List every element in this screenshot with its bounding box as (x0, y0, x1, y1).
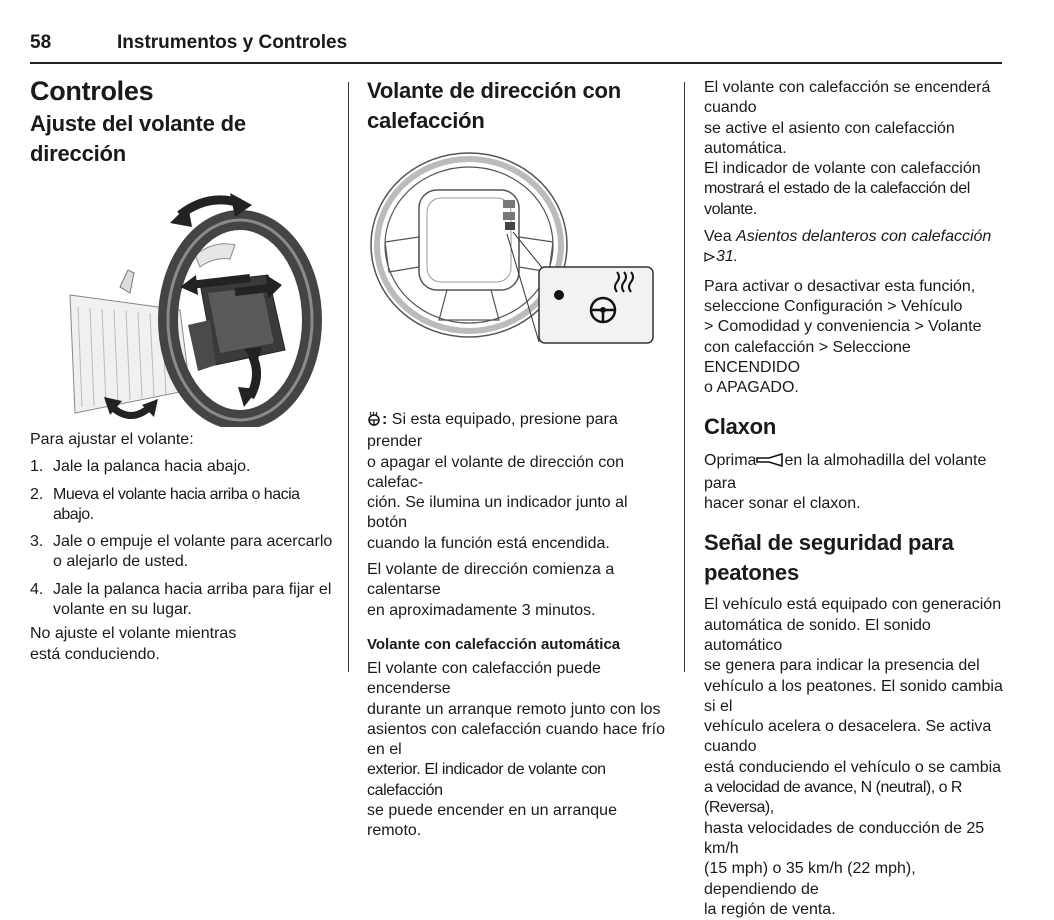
heading-volante-automatico: Volante con calefacción automática (367, 635, 621, 653)
pedestrian-safety-paragraph: El vehículo está equipado con generación automática de sonido. El sonido automático se genera para indicar la presencia del vehículo a los peatones. El sonido cambia si el vehículo acelera o desacelera. Se activa cuando está conduciendo el vehículo o se cambia a velocidad de avance, N (neutral), o R (Reversa), hasta velocidades de conducción de 25 km/h (15 mph) o 35 km/h (22 mph), dependiendo de la región de venta. (704, 596, 1003, 918)
heated-wheel-paragraph-2: El volante de dirección comienza a calentarse en aproximadamente 3 minutos. (367, 561, 615, 619)
list-item: 4. Jale la palanca hacia arriba para fijar el volante en su lugar. (30, 580, 332, 619)
column-3 (704, 78, 1004, 920)
adjust-steps (30, 457, 335, 620)
column-2 (367, 76, 672, 842)
horn-icon (756, 453, 784, 473)
see-reference: Vea Asientos delanteros con calefacción 31. (704, 227, 1004, 270)
heated-wheel-illustration (367, 142, 667, 392)
page-header (30, 30, 1002, 64)
list-item: 2. Mueva el volante hacia arriba o hacia abajo. (30, 485, 300, 523)
list-item: 1. Jale la palanca hacia abajo. (30, 458, 251, 476)
horn-paragraph: Oprima en la almohadilla del volante para hacer sonar el claxon. (704, 452, 987, 513)
column-divider (348, 82, 349, 672)
column-divider (684, 82, 685, 672)
heated-wheel-paragraph-1: : Si esta equipado, presione para prender o apagar el volante de dirección con calefac- ción. Se ilumina un indicador junto al botón cuando la función está encendida. (367, 411, 628, 552)
auto-heated-paragraph: El volante con calefacción puede encenderse durante un arranque remoto junto con los asientos con calefacción cuando hace frío en el exterior. El indicador de volante con calefacción se puede encender en un arranque remoto. (367, 659, 665, 840)
warning-text: No ajuste el volante mientras está conduciendo. (30, 625, 237, 663)
heading-senal-peatones: Señal de seguridad para peatones (704, 530, 954, 586)
page-reference-arrow-icon (704, 249, 716, 269)
reference-link[interactable]: Asientos delanteros con calefacción (736, 228, 992, 246)
adjust-intro: Para ajustar el volante: (30, 431, 194, 448)
section-title: Instrumentos y Controles (117, 32, 348, 53)
heading-claxon: Claxon (704, 414, 777, 440)
page-number: 58 (30, 32, 52, 53)
heated-steering-wheel-icon (367, 411, 382, 432)
activate-instructions: Para activar o desactivar esta función, seleccione Configuración > Vehículo > Comodidad y conveniencia > Volante con calefacción > Seleccione ENCENDIDO o APAGADO. (704, 277, 982, 397)
auto-heated-continued: El volante con calefacción se encenderá cuando se active el asiento con calefacción automática. El indicador de volante con calefacción mostrará el estado de la calefacción del volante. (704, 79, 991, 218)
list-item: 3. Jale o empuje el volante para acercarlo o alejarlo de usted. (30, 533, 333, 571)
heading-volante-calefaccion: Volante de dirección con calefacción (367, 78, 621, 133)
column-1 (30, 76, 335, 665)
heading-ajuste-volante: Ajuste del volante de dirección (30, 111, 246, 166)
heading-controles: Controles (30, 76, 154, 106)
steering-adjust-illustration (30, 175, 335, 427)
